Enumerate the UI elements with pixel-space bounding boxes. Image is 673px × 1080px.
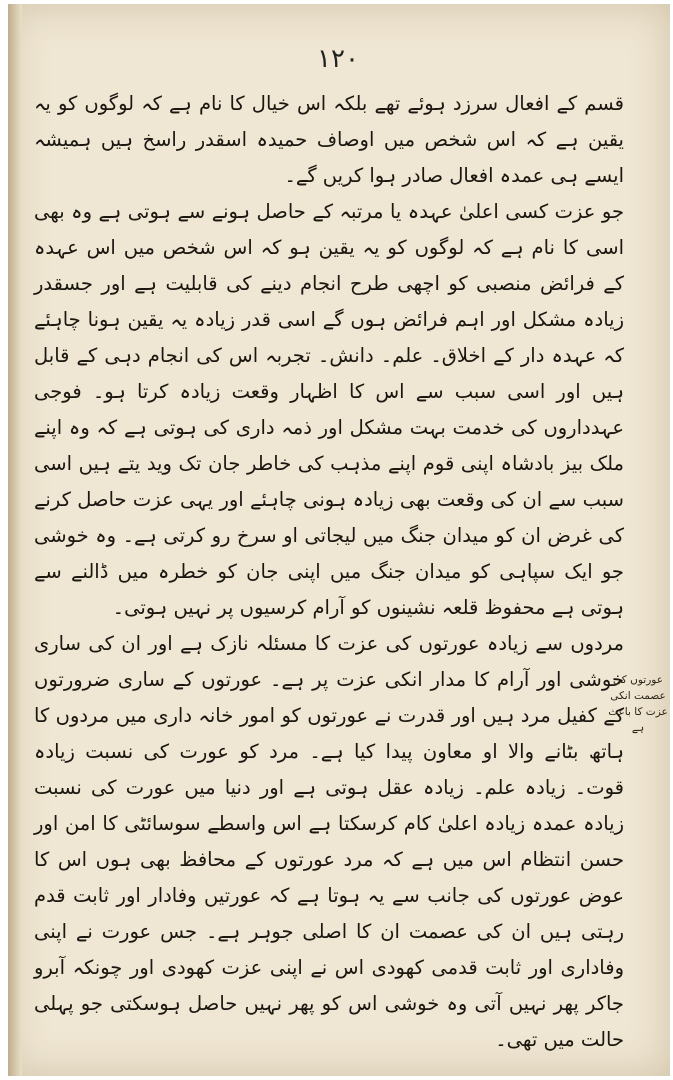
body-text	[34, 86, 624, 1058]
book-page	[8, 4, 670, 1076]
page-number: ١٢٠	[317, 44, 359, 74]
margin-note: عورتوں کی عصمت انکی عزت کا باعث ہے	[608, 674, 668, 734]
paragraph-3: مردوں سے زیادہ عورتوں کی عزت کا مسئلہ نازک ہے اور ان کی ساری خوشی اور آرام کا مدار انکی عزت پر ہے۔ عورتوں کے ساری ضرورتوں کے کفیل مرد ہیں اور قدرت نے عورتوں کو امور خانہ داری میں مردوں کا ہاتھ بٹانے والا او معاون پیدا کیا ہے۔ مرد کو عورت کی نسبت زیادہ قوت۔ زیادہ علم۔ زیادہ عقل ہوتی ہے اور دنیا میں عورت کی نسبت زیادہ عمدہ زیادہ اعلیٰ کام کرسکتا ہے اس واسطے سوسائٹی کا امن اور حسن انتظام اس میں ہے کہ مرد عورتوں کے محافظ بھی ہوں اس کا عوض عورتوں کی جانب سے یہ ہوتا ہے کہ عورتیں وفادار اور ثابت قدم رہتی ہیں ان کی عصمت ان کا اصلی جوہر ہے۔ جس عورت نے اپنی وفاداری اور ثابت قدمی کھودی اس نے اپنی عزت کھودی اور چونکہ آبرو جاکر پھر نہیں آتی وہ خوشی اس کو پھر نہیں حاصل ہوسکتی جو پہلی حالت میں تھی۔	[34, 632, 624, 1051]
paragraph-1: قسم کے افعال سرزد ہوئے تھے بلکہ اس خیال کا نام ہے کہ لوگوں کو یہ یقین ہے کہ اس شخص میں اوصاف حمیدہ اسقدر راسخ ہیں ہمیشہ ایسے ہی عمدہ افعال صادر ہوا کریں گے۔	[34, 92, 624, 187]
page-binding-edge	[8, 4, 22, 1076]
paragraph-2: جو عزت کسی اعلیٰ عہدہ یا مرتبہ کے حاصل ہونے سے ہوتی ہے وہ بھی اسی کا نام ہے کہ لوگوں کو یہ یقین ہو کہ اس شخص میں اس عہدہ کے فرائض منصبی کو اچھی طرح انجام دینے کی قابلیت ہے اور جسقدر زیادہ مشکل اور اہم فرائض ہوں گے اسی قدر زیادہ یہ یقین ہونا چاہئے کہ عہدہ دار کے اخلاق۔ علم۔ دانش۔ تجربہ اس کی انجام دہی کے قابل ہیں اور اسی سبب سے اس کا اظہار وقعت زیادہ کرتا ہو۔ فوجی عہدداروں کی خدمت بہت مشکل اور ذمہ داری کی ہوتی ہے کہ وہ اپنے ملک بیز بادشاہ اپنی قوم اپنے مذہب کی خاطر جان تک وید یتے ہیں اسی سبب سے ان کی وقعت بھی زیادہ ہونی چاہئے اور یہی عزت حاصل کرنے کی غرض ان کو میدان جنگ میں لیجاتی او سرخ رو کرتی ہے۔ وہ خوشی جو ایک سپاہی کو میدان جنگ میں اپنی جان کو خطرہ میں ڈالنے سے ہوتی ہے محفوظ قلعہ نشینوں کو آرام کرسیوں پر نہیں ہوتی۔	[34, 200, 624, 619]
